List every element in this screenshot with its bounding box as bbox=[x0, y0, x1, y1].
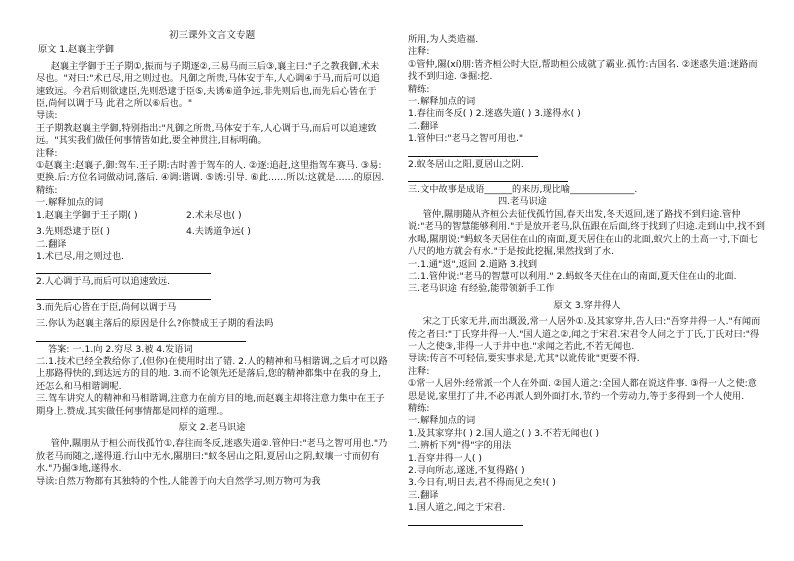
text2-body-continued: 所用,为人类造福. bbox=[408, 34, 479, 45]
text1-q2-item: 3.而先后心皆在于臣,尚何以调于马 bbox=[36, 301, 177, 313]
text1-answer-2: 二.1.技术已经全教给你了,(但你)在使用时出了错. 2.人的精神和马相谐调,之后才可以路上那路得快的,到达远方的目的地. 3.而不论领先还是落后,您的精神都集中在我的身上,还怎么和马相谐调呢. bbox=[36, 355, 388, 392]
text3-p3: 三.翻译 bbox=[408, 489, 439, 501]
text2-answer-1: 一.1.通"返",返回 2.道路 3.找到 bbox=[408, 258, 538, 270]
text2-guide: 导读:自然万物都有其独特的个性,人能善于向大自然学习,则万物可为我 bbox=[36, 475, 321, 487]
text1-notes: ①赵襄主:赵襄子,御:驾车.王子期:古时善于驾车的人. ②逐:追赶,这里指驾车赛马. ③易:更换.后:方位名词做动词,落后. ④调:谐调. ⑤诱:引导. ⑥此……所以:这就是……的原因. bbox=[36, 160, 385, 184]
text1-q1-item: 3.先则恐逮于臣( ) bbox=[36, 226, 110, 238]
text1-q2-item: 1.术已尽,用之则过也. bbox=[36, 250, 125, 262]
text2-title: 原文 2.老马识途 bbox=[178, 421, 246, 433]
text1-q1-item: 2.术未尽也( ) bbox=[186, 209, 242, 221]
text3-p3-item: 1.国人道之,闻之于宋君. bbox=[408, 502, 506, 514]
text3-p2: 二.辨析下列"得"字的用法 bbox=[408, 440, 512, 452]
text1-q1-item: 1.赵襄主学御于王子期( ) bbox=[36, 209, 138, 221]
answer-line bbox=[408, 172, 568, 182]
text2-q4: 四.老马识途 bbox=[498, 196, 547, 208]
text1-q3: 三.你认为赵襄主落后的原因是什么?你赞成王子期的看法吗 bbox=[36, 318, 274, 330]
text2-body: 管仲,隰朋从于桓公而伐孤竹①,春往而冬反,迷惑失道②.管仲曰:"老马之智可用也."乃放老马而随之,遂得道.行山中无水,隰朋曰:"蚁冬居山之阳,夏居山之阴,蚁壤一寸而仞有水."乃掘③地,遂得水. bbox=[36, 438, 388, 475]
text1-q1-row-1 bbox=[36, 210, 388, 222]
text3-guide: 导读:传言不可轻信,要实事求是,尤其"以讹传讹"更要不得. bbox=[408, 353, 640, 365]
text2-answer-3: 三.老马识途 有经验,能带领新手工作 bbox=[408, 283, 555, 295]
text1-body: 赵襄主学御于王子期①,振而与子期逐②,三易马而三后③,襄主曰:"子之教我御,术未尽也。"对曰:"术已尽,用之则过也。凡御之所贵,马体安于车,人心调④于马,而后可以追速致远。今君后则欲逮臣,先则恐逮于臣⑤,夫诱⑥道争远,非先则后也,而先后心皆在于臣,尚何以调于马 此君之所以⑥后也。" bbox=[36, 60, 380, 110]
text3-title: 原文 3.穿井得人 bbox=[553, 299, 621, 311]
text3-notes: ①常一人居外:经常派一个人在外面. ②国人道之:全国人都在说这件事. ③得一人之使:意思是说,家里打了井,不必再派人到外面打水,节约一个劳动力,等于多得到一个人使用. bbox=[408, 378, 757, 402]
text1-q1-row-2 bbox=[36, 226, 388, 238]
answer-line bbox=[408, 147, 538, 157]
text2-drill-label: 精练: bbox=[408, 83, 430, 95]
text1-guide-label: 导读: bbox=[36, 110, 58, 122]
text1-q1-item: 4.夫诱道争远( ) bbox=[186, 226, 251, 238]
text3-p2-item: 3.今日有,明日去,君不得而见之矣!( ) bbox=[408, 477, 556, 489]
text1-q2: 二.翻译 bbox=[36, 238, 67, 250]
text1-q1: 一.解释加点的词 bbox=[36, 197, 104, 209]
text1-title: 原文 1.赵襄主学御 bbox=[38, 44, 114, 56]
answer-line bbox=[408, 516, 523, 526]
text3-notes-label: 注释: bbox=[408, 365, 430, 377]
text2-answer-2: 二.1.管仲说:"老马的智慧可以利用." 2.蚂蚁冬天住在山的南面,夏天住在山的北面. bbox=[408, 270, 737, 282]
text3-drill-label: 精练: bbox=[408, 402, 430, 414]
text1-q2-item: 2.人心调于马,而后可以追速致远. bbox=[36, 276, 171, 288]
text2-notes: ①管仲,隰(xí)朋:皆齐桓公时大臣,帮助桓公成就了霸业.孤竹:古国名. ②迷惑失道:迷路而找不到归途. ③掘:挖. bbox=[408, 58, 758, 83]
text2-q2-item: 2.蚁冬居山之阳,夏居山之阴. bbox=[408, 158, 524, 170]
text3-p1: 一.解释加点的词 bbox=[408, 415, 476, 427]
text2-q3: 三.文中故事是成语______的来历,现比喻______________. bbox=[408, 184, 638, 196]
text1-notes-label: 注释: bbox=[36, 147, 58, 159]
answer-line bbox=[36, 332, 246, 342]
text2-q2: 二.翻译 bbox=[408, 120, 439, 132]
text1-drill-label: 精练: bbox=[36, 184, 58, 196]
text3-p1-items: 1.及其家穿井( ) 2.国人道之( ) 3.不若无闻也( ) bbox=[408, 427, 600, 439]
left-column bbox=[36, 30, 388, 488]
text1-answer: 答案: 一.1.向 2.穷尽 3.被 4.发语词 bbox=[48, 343, 193, 355]
text3-body: 宋之丁氏家无井,而出溉汲,常一人居外①.及其家穿井,告人曰:"吾穿井得一人."有闻而传之者曰:"丁氏穿井得一人."国人道之②,闻之于宋君.宋君令人问之于丁氏,丁氏对曰:"得一人之使③,非得一人于井中也."求闻之若此,不若无闻也. bbox=[408, 316, 761, 352]
text2-translation: 管仲,隰朋随从齐桓公去征伐孤竹国,春天出发,冬天返回,迷了路找不到归途.管仲说:"老马的智慧能够利用."于是放开老马,队伍跟在后面,终于找到了归途.走到山中,找不到水喝,隰朋说:"蚂蚁冬天居住在山的南面,夏天居住在山的北面,蚁穴上的土高一寸,下面七八尺的地方就会有水."于是按此挖掘,果然找到了水. bbox=[408, 208, 765, 258]
text1-guide-text: 王子期教赵襄主学御,特别指出:"凡御之所贵,马体安于车,人心调于马,而后可以追速致远。"其实我们做任何事情皆如此,要全神贯注,目标明确。 bbox=[36, 122, 377, 147]
text2-q1-items: 1.春往而冬反( ) 2.迷惑失道( ) 3.遂得水( ) bbox=[408, 108, 581, 120]
right-column bbox=[408, 34, 766, 528]
answer-line bbox=[36, 264, 211, 274]
document-title: 初三课外文言文专题 bbox=[168, 30, 256, 41]
answer-line bbox=[36, 290, 211, 300]
text3-p2-item: 2.寻向所志,遂迷,不复得路( ) bbox=[408, 465, 525, 476]
text1-answer-3: 三.驾车讲究人的精神和马相谐调,注意力在前方目的地,而赵襄主却将注意力集中在王子期身上.赞成.其实做任何事情都是同样的道理.。 bbox=[36, 393, 385, 417]
text2-q1: 一.解释加点的词 bbox=[408, 96, 476, 108]
text2-q2-item: 1.管仲曰:"老马之智可用也." bbox=[408, 133, 524, 145]
text3-p2-item: 1.吾穿井得一人( ) bbox=[408, 452, 482, 464]
text2-notes-label: 注释: bbox=[408, 46, 430, 58]
